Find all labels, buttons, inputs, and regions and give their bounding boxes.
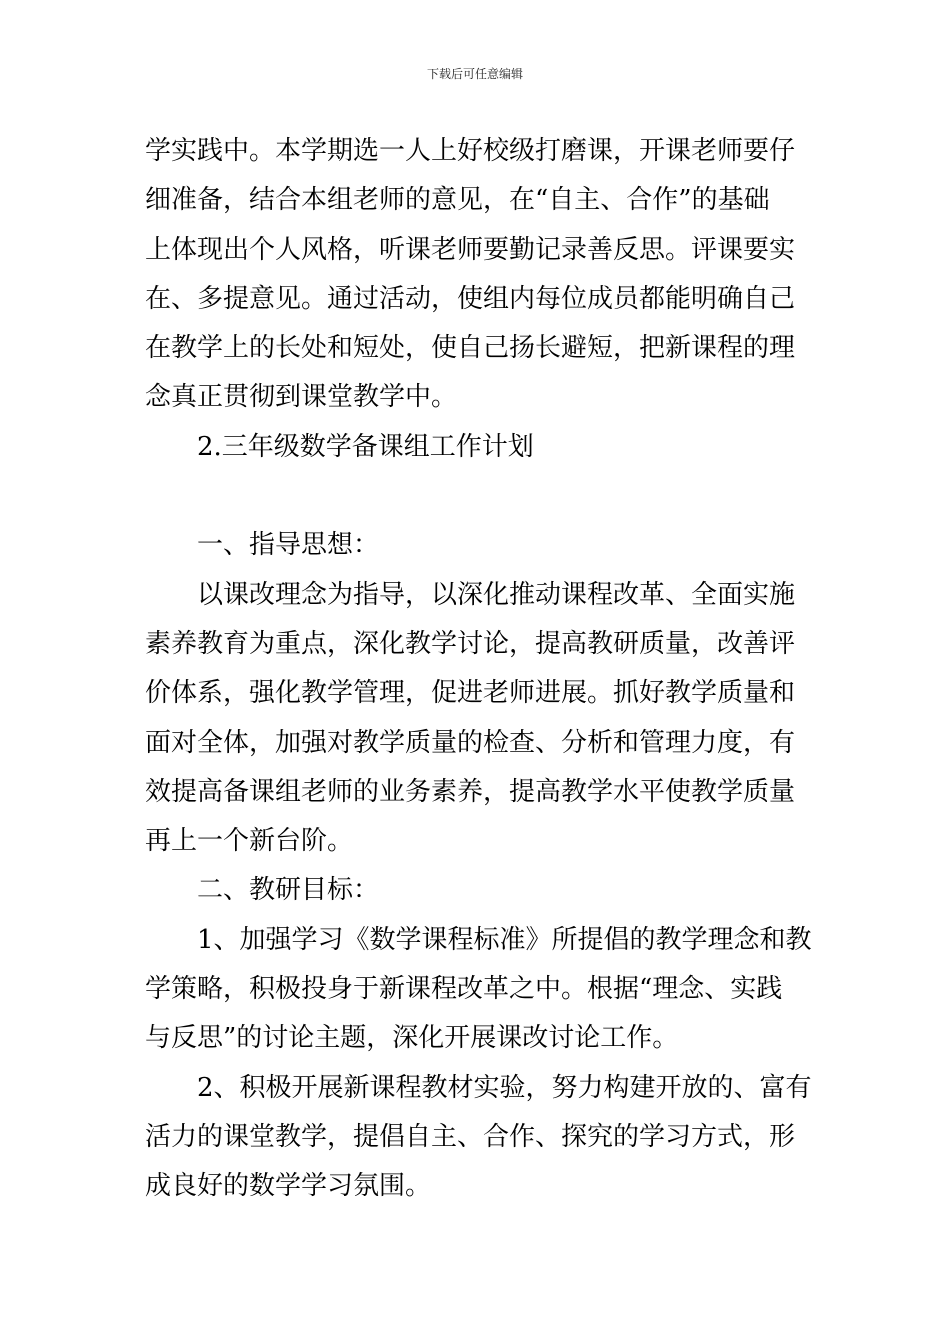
section-heading: 一、指导思想： (197, 530, 380, 561)
paragraph-line: 以课改理念为指导，以深化推动课程改革、全面实施 (197, 579, 796, 610)
blank-line (145, 472, 807, 521)
paragraph-line: 上体现出个人风格，听课老师要勤记录善反思。评课要实 (145, 234, 796, 265)
paragraph-line: 再上一个新台阶。 (145, 826, 354, 857)
paragraph-line: 与反思”的讨论主题，深化开展课改讨论工作。 (145, 1023, 679, 1054)
section-title: 2.三年级数学备课组工作计划 (197, 431, 534, 462)
paragraph-line: 素养教育为重点，深化教学讨论，提高教研质量，改善评 (145, 628, 796, 659)
paragraph-line: 在、多提意见。通过活动，使组内每位成员都能明确自己 (145, 283, 796, 314)
document-body (145, 127, 812, 1212)
paragraph-line: 活力的课堂教学，提倡自主、合作、探究的学习方式，形 (145, 1121, 796, 1152)
paragraph-line: 学策略，积极投身于新课程改革之中。根据“理念、实践 (145, 974, 783, 1005)
paragraph-line: 1、加强学习《数学课程标准》所提倡的教学理念和教 (197, 924, 812, 955)
paragraph-line: 学实践中。本学期选一人上好校级打磨课，开课老师要仔 (145, 136, 796, 166)
page-header-note: 下载后可任意编辑 (426, 67, 523, 81)
paragraph-line: 2、积极开展新课程教材实验，努力构建开放的、富有 (197, 1072, 812, 1103)
section-heading: 二、教研目标： (197, 875, 380, 906)
paragraph-line: 价体系，强化教学管理，促进老师进展。抓好教学质量和 (145, 678, 796, 709)
paragraph-line: 在教学上的长处和短处，使自己扬长避短，把新课程的理 (145, 333, 796, 364)
paragraph-line: 成良好的数学学习氛围。 (145, 1171, 432, 1202)
paragraph-line: 念真正贯彻到课堂教学中。 (145, 382, 458, 413)
paragraph-line: 细准备，结合本组老师的意见，在“自主、合作”的基础 (145, 185, 770, 216)
paragraph-line: 效提高备课组老师的业务素养，提高教学水平使教学质量 (145, 776, 796, 807)
paragraph-line: 面对全体，加强对教学质量的检查、分析和管理力度，有 (145, 727, 796, 758)
